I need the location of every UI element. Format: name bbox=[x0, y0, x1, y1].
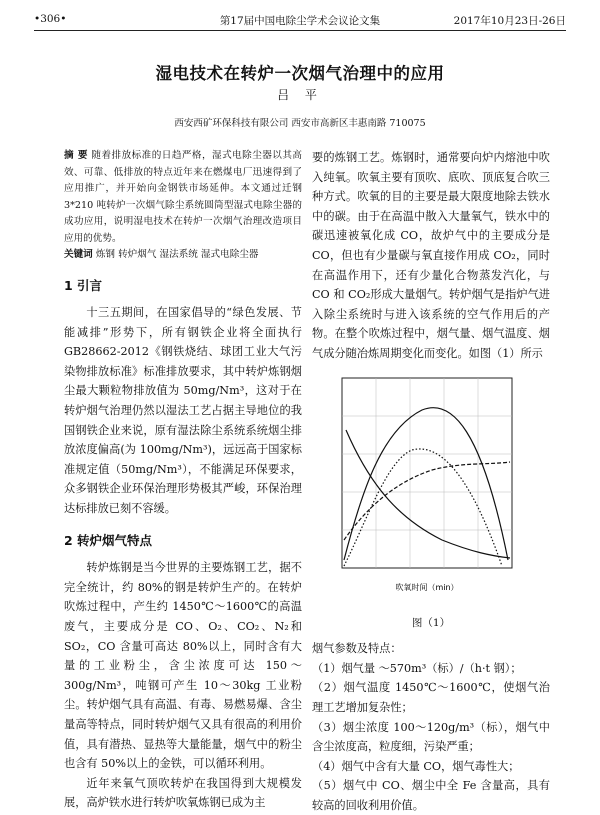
keywords-label: 关键词 bbox=[64, 249, 93, 260]
page-number: •306• bbox=[34, 13, 67, 25]
running-header bbox=[34, 12, 566, 31]
figure-x-axis-label: 吹氧时间（min） bbox=[395, 582, 459, 592]
parameter-item: （3）烟尘浓度 100～120g/m³（标），烟气中含尘浓度高，粒度细，污染严重； bbox=[312, 720, 550, 754]
section-2-heading: 2 转炉烟气特点 bbox=[64, 532, 153, 548]
keywords bbox=[64, 247, 302, 264]
conference-date: 2017年10月23日-26日 bbox=[453, 15, 566, 27]
figure-plot-frame bbox=[342, 378, 512, 568]
figure-1 bbox=[312, 370, 550, 610]
section-1-paragraph: 十三五期间，在国家倡导的“绿色发展、节能减排”形势下，所有钢铁企业将全面执行 GB28662-2012《钢铁烧结、球团工业大气污染物排放标准》标准排放要求，其中转炉炼钢烟尘最大颗粒物排放值为 50mg/Nm³，这对于在转炉烟气治理仍然以湿法工艺占据主导地位的我国钢铁企业来说，原有湿法除尘系统系统烟尘排放浓度偏高(为 100mg/Nm³)，远远高于国家标准规定值（50mg/Nm³），不能满足环保要求，众多钢铁企业环保治理形势极其严峻，环保治理达标排放已刻不容缓。 bbox=[64, 306, 302, 516]
parameter-item: （1）烟气量 ～570m³（标）/（h·t 钢）； bbox=[312, 661, 522, 675]
section-2-paragraph-2: 近年来氧气顶吹转炉在我国得到大规模发展，高炉铁水进行转炉吹氧炼钢已成为主 bbox=[64, 776, 302, 810]
conference-name: 第17届中国电除尘学术会议论文集 bbox=[219, 15, 381, 27]
keywords-text: 炼钢 转炉烟气 湿法系统 湿式电除尘器 bbox=[95, 249, 259, 260]
abstract-text: 随着排放标准的日趋严格，湿式电除尘器以其高效、可靠、低排放的特点近年来在燃煤电厂迅速得到了应用推广，并开始向金钢铁市场延伸。本文通过迁钢 3*210 吨转炉一次烟气除尘系统圆筒型湿式电除尘器的成功应用，说明湿电技术在转炉一次烟气治理改造项目应用的优势。 bbox=[64, 150, 303, 244]
abstract bbox=[64, 148, 302, 247]
parameter-item: （5）烟气中 CO、烟尘中全 Fe 含量高，具有较高的回收利用价值。 bbox=[312, 779, 550, 812]
paper-title: 湿电技术在转炉一次烟气治理中的应用 bbox=[155, 64, 445, 83]
parameter-item: （2）烟气温度 1450℃～1600℃，使烟气治理工艺增加复杂性； bbox=[312, 681, 550, 714]
paper-author: 吕 平 bbox=[277, 88, 323, 102]
right-paragraph-1: 要的炼钢工艺。炼钢时，通常要向炉内熔池中吹入纯氧。吹氧主要有顶吹、底吹、顶底复合吹三种方式。吹氧的目的主要是最大限度地除去铁水中的碳。由于在高温中散入大量氧气，铁水中的碳迅速被氧化成 CO，故炉气中的主要成分是 CO，但也有少量碳与氧直接作用成 CO₂，同时在高温作用下，还有少量化合物蒸发汽化，与 CO 和 CO₂形成大量烟气。转炉烟气是指炉气进入除尘系统时与进入该系统的空气作用后的产物。在整个吹炼过程中，烟气量、烟气温度、烟气成分随冶炼周期变化而变化。如图（1）所示 bbox=[312, 151, 550, 360]
author-affiliation: 西安西矿环保科技有限公司 西安市高新区丰惠南路 710075 bbox=[174, 118, 426, 129]
left-column bbox=[64, 148, 302, 813]
parameters-title: 烟气参数及特点： bbox=[312, 642, 402, 656]
section-1-heading: 1 引言 bbox=[64, 277, 103, 293]
right-column bbox=[312, 148, 550, 815]
parameters-list bbox=[312, 659, 550, 815]
flue-gas-curves-figure bbox=[312, 370, 550, 610]
figure-caption: 图（1） bbox=[411, 616, 451, 629]
abstract-label: 摘 要 bbox=[64, 150, 88, 161]
parameter-item: （4）烟气中含有大量 CO，烟气毒性大； bbox=[312, 759, 520, 773]
section-2-paragraph-1: 转炉炼钢是当今世界的主要炼钢工艺，据不完全统计，约 80%的钢是转炉生产的。在转炉吹炼过程中，产生约 1450℃～1600℃的高温废气，主要成分是 CO、O₂、CO₂、N₂和 SO₂，CO 含量可高达 80%以上，同时含有大量的工业粉尘，含尘浓度可达 150～300g/Nm³，吨钢可产生 10～30kg 工业粉尘。转炉烟气具有高温、有毒、易燃易爆、含尘量高等特点，同时转炉烟气又具有很高的利用价值，具有潜热、显热等大量能量，烟气中的粉尘也含有 50%以上的金铁，可以循环利用。 bbox=[64, 561, 302, 771]
